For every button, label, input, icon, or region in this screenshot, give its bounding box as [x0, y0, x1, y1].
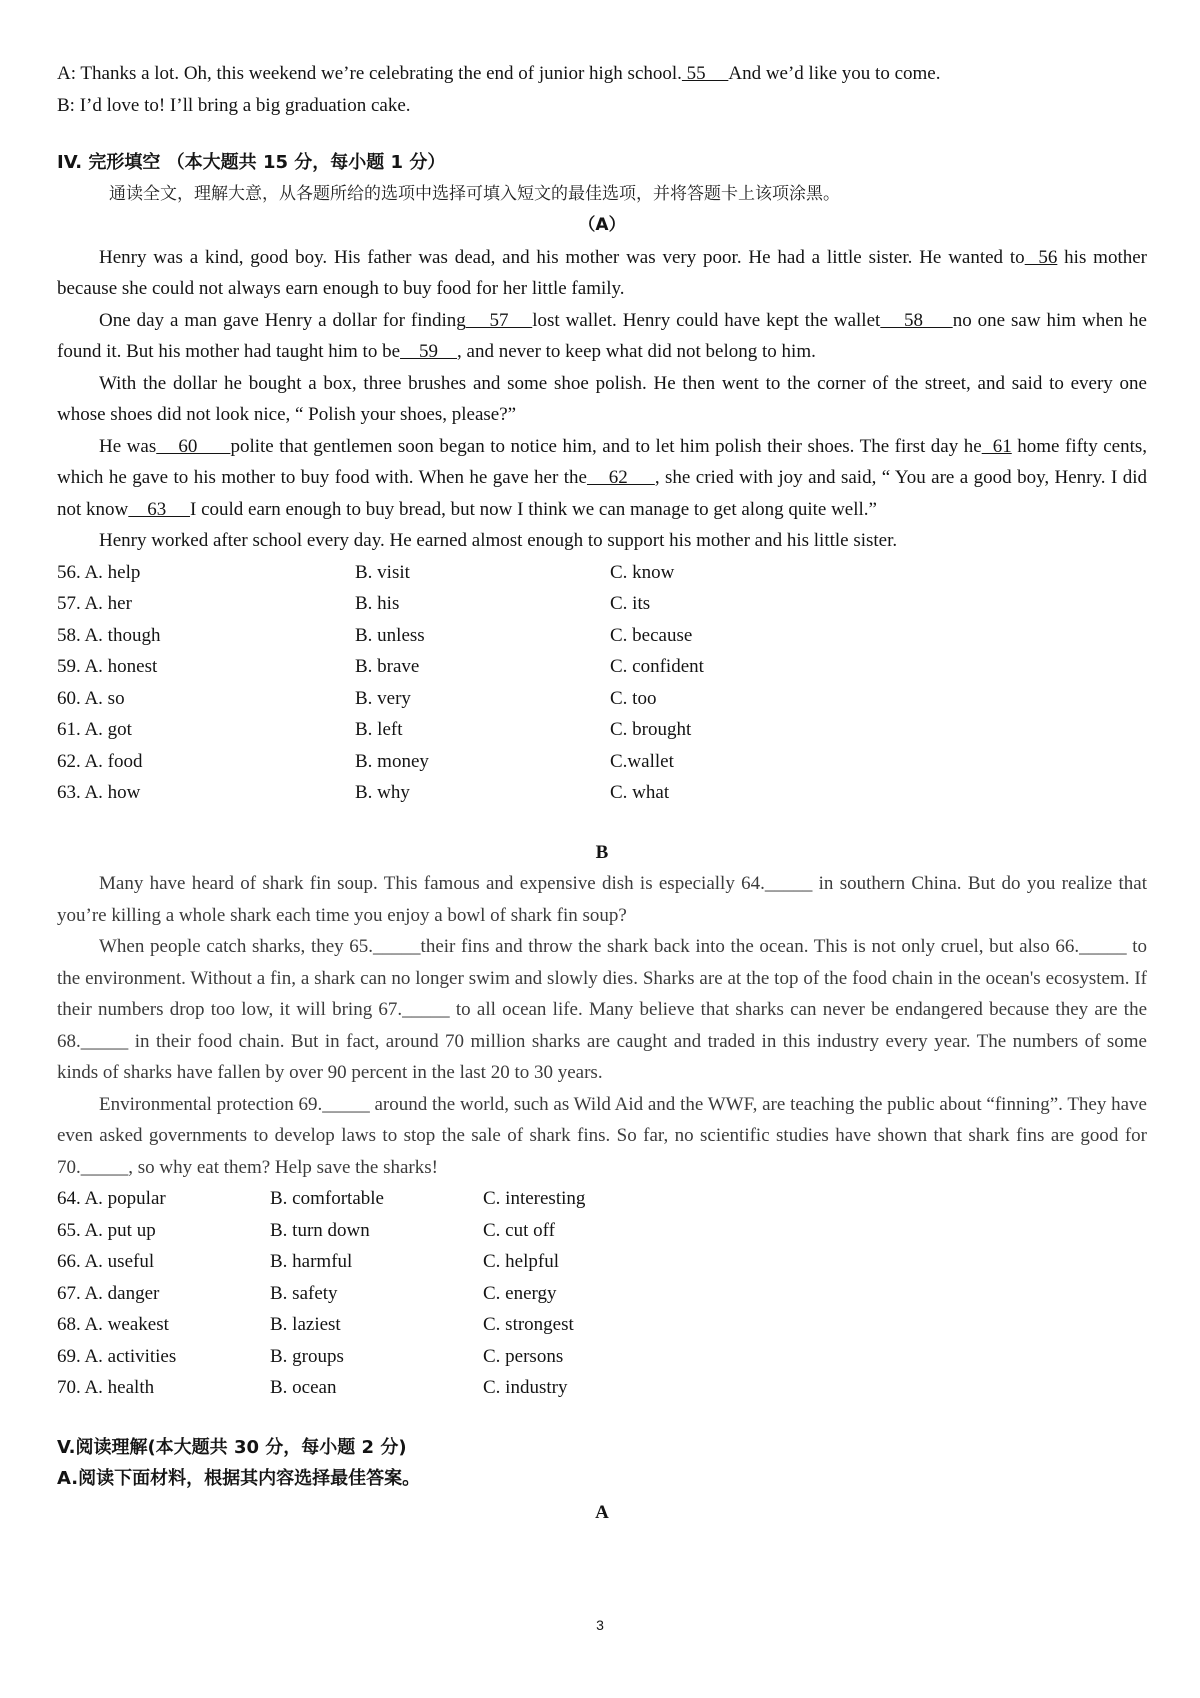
option-a: 56. A. help: [57, 561, 141, 583]
option-b: B. very: [355, 687, 411, 709]
option-b: B. groups: [270, 1345, 344, 1367]
exam-page: [57, 58, 1147, 1528]
option-a: 70. A. health: [57, 1377, 155, 1398]
answer-blank: 61: [981, 435, 1012, 457]
option-a: 68. A. weakest: [57, 1314, 169, 1335]
section-5-passage-title: A: [595, 1501, 609, 1523]
passage-b: [57, 868, 1147, 1183]
answer-blank: 60: [156, 435, 231, 457]
paragraph-text: Henry was a kind, good boy. His father was dead, and his mother was very poor. He had a little sister. He wanted to: [99, 246, 1025, 268]
dialogue-text: B: I’d love to! I’ll bring a big graduation cake.: [57, 94, 411, 116]
option-a: 66. A. useful: [57, 1251, 155, 1272]
option-row: [57, 1372, 1147, 1404]
section-5-heading: V.阅读理解(本大题共 30 分，每小题 2 分): [57, 1436, 407, 1458]
blank-55: 55: [681, 63, 729, 84]
paragraph-text: Henry worked after school every day. He earned almost enough to support his mother and his little sister.: [99, 530, 898, 551]
answer-blank: 58: [880, 309, 953, 331]
paragraph-text: When people catch sharks, they 65._____their fins and throw the shark back into the ocean. This is not only cruel, but also 66._____ to the environment. Without a fin, a shark can no longer swim and slowly dies. Sharks are at the top of the food chain in the ocean's ecosystem. If their numbers drop too low, it will bring 67._____ to all ocean life. Many believe that sharks can never be endangered because they are the 68._____ in their food chain. But in fact, around 70 million sharks are caught and traded in this industry every year. The numbers of some kinds of sharks have fallen by over 90 percent in the last 20 to 30 years.: [57, 936, 1147, 1083]
dialogue-line: [57, 90, 1147, 122]
paragraph-text: One day a man gave Henry a dollar for finding: [99, 309, 466, 331]
option-b: B. safety: [270, 1282, 338, 1304]
option-c: C. industry: [483, 1377, 568, 1398]
section-5-subheading: A.阅读下面材料，根据其内容选择最佳答案。: [57, 1468, 421, 1489]
option-a: 65. A. put up: [57, 1219, 156, 1241]
option-row: [57, 1309, 1147, 1341]
option-c: C. helpful: [483, 1251, 559, 1272]
option-c: C. cut off: [483, 1219, 555, 1241]
option-b: B. laziest: [270, 1314, 341, 1335]
option-a: 60. A. so: [57, 687, 125, 709]
option-row: [57, 557, 1147, 589]
option-a: 69. A. activities: [57, 1345, 177, 1367]
paragraph-text: no one saw him when he found it. But his mother had taught him to be: [57, 309, 1147, 362]
paragraph-text: With the dollar he bought a box, three brushes and some shoe polish. He then went to the corner of the street, and said to every one whose shoes did not look nice, “ Polish your shoes, please?”: [57, 372, 1147, 425]
paragraph: [57, 305, 1147, 368]
option-row: [57, 683, 1147, 715]
option-row: [57, 620, 1147, 652]
paragraph-text: Environmental protection 69._____ around the world, such as Wild Aid and the WWF, are teaching the public about “finning”. They have even asked governments to develop laws to stop the sale of shark fins. So far, no scientific studies have shown that shark fins are good for 70._____, so why eat them? Help save the sharks!: [57, 1093, 1147, 1178]
option-c: C. know: [610, 561, 675, 583]
option-c: C. its: [610, 593, 651, 614]
answer-blank: 57: [465, 309, 533, 331]
option-c: C. persons: [483, 1345, 564, 1367]
page-number: 3: [596, 1617, 604, 1633]
option-b: B. turn down: [270, 1219, 370, 1241]
option-b: B. money: [355, 750, 429, 772]
paragraph: [57, 242, 1147, 305]
option-row: [57, 1278, 1147, 1310]
option-b: B. unless: [355, 624, 425, 646]
dialogue-text: And we’d like you to come.: [728, 63, 941, 84]
paragraph-text: lost wallet. Henry could have kept the wallet: [532, 309, 881, 331]
option-a: 63. A. how: [57, 782, 141, 803]
answer-blank: 62: [586, 467, 655, 488]
paragraph: [57, 368, 1147, 431]
option-b: B. harmful: [270, 1251, 353, 1272]
paragraph-text: , she cried with joy and said, “ You are a good boy, Henry. I did not know: [57, 467, 1147, 520]
option-row: [57, 746, 1147, 778]
option-row: [57, 588, 1147, 620]
option-row: [57, 651, 1147, 683]
passage-b-options: [57, 1183, 1147, 1404]
option-row: [57, 714, 1147, 746]
paragraph: [57, 431, 1147, 526]
answer-blank: 63: [128, 498, 190, 520]
paragraph-text: , and never to keep what did not belong to him.: [457, 341, 816, 362]
option-a: 59. A. honest: [57, 656, 158, 677]
option-b: B. his: [355, 593, 400, 614]
passage-a-title: （A）: [578, 215, 626, 235]
paragraph-text: his mother because she could not always earn enough to buy food for her little family.: [57, 246, 1147, 299]
paragraph: [57, 1089, 1147, 1184]
passage-b-title: B: [595, 841, 609, 863]
option-row: [57, 777, 1147, 809]
option-b: B. ocean: [270, 1377, 337, 1398]
option-c: C. interesting: [483, 1188, 586, 1209]
option-a: 61. A. got: [57, 719, 132, 740]
option-c: C. brought: [610, 719, 692, 740]
option-c: C. too: [610, 687, 657, 709]
option-a: 62. A. food: [57, 750, 143, 772]
paragraph-text: He was: [99, 435, 157, 457]
option-row: [57, 1215, 1147, 1247]
option-a: 57. A. her: [57, 593, 132, 614]
section-4-instruction: 通读全文，理解大意，从各题所给的选项中选择可填入短文的最佳选项，并将答题卡上该项涂黑。: [109, 183, 840, 204]
section-4-heading: IV. 完形填空 （本大题共 15 分，每小题 1 分）: [57, 152, 446, 173]
option-c: C. because: [610, 624, 693, 646]
paragraph-text: polite that gentlemen soon began to notice him, and to let him polish their shoes. The first day he: [230, 435, 982, 457]
option-a: 67. A. danger: [57, 1282, 160, 1304]
dialogue-text: A: Thanks a lot. Oh, this weekend we’re celebrating the end of junior high school.: [57, 63, 682, 84]
option-c: C. energy: [483, 1282, 557, 1304]
paragraph-text: I could earn enough to buy bread, but now I think we can manage to get along quite well.”: [190, 498, 877, 520]
option-row: [57, 1246, 1147, 1278]
option-row: [57, 1183, 1147, 1215]
option-b: B. brave: [355, 656, 420, 677]
option-b: B. visit: [355, 561, 410, 583]
option-c: C.wallet: [610, 750, 674, 772]
option-a: 64. A. popular: [57, 1188, 166, 1209]
option-b: B. left: [355, 719, 403, 740]
option-c: C. confident: [610, 656, 704, 677]
paragraph: [57, 868, 1147, 931]
paragraph: [57, 525, 1147, 557]
option-row: [57, 1341, 1147, 1373]
option-a: 58. A. though: [57, 624, 161, 646]
option-c: C. what: [610, 782, 670, 803]
option-b: B. why: [355, 782, 410, 803]
answer-blank: 59: [400, 341, 458, 362]
passage-a: [57, 242, 1147, 557]
paragraph: [57, 931, 1147, 1089]
paragraph-text: home fifty cents, which he gave to his mother to buy food with. When he gave her the: [57, 435, 1148, 488]
option-b: B. comfortable: [270, 1188, 384, 1209]
option-c: C. strongest: [483, 1314, 574, 1335]
answer-blank: 56: [1024, 246, 1058, 268]
paragraph-text: Many have heard of shark fin soup. This famous and expensive dish is especially 64._____ in southern China. But do you realize that you’re killing a whole shark each time you enjoy a bowl of shark fin soup?: [57, 873, 1147, 926]
passage-a-options: [57, 557, 1147, 809]
dialogue-line: [57, 58, 1147, 90]
